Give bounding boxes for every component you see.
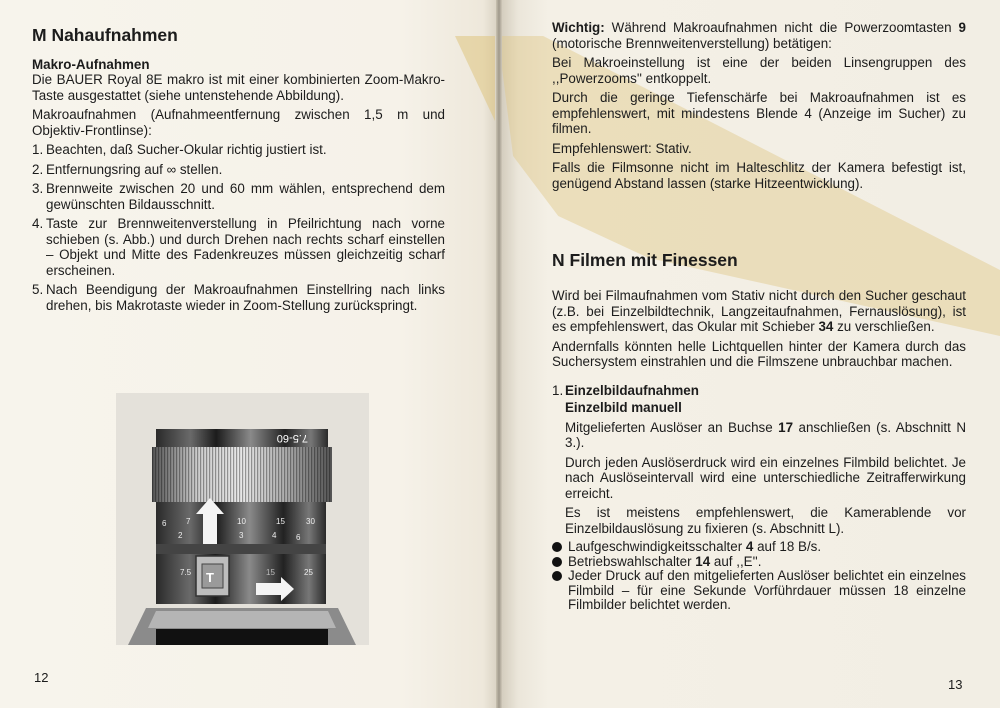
section-title-m: M Nahaufnahmen [32,25,178,45]
aperture-paragraph: Es ist meistens empfehlenswert, die Kamerablende vor Einzelbildauslösung zu fixieren (s. Abschnitt L). [565,505,966,536]
bullet-dot-icon [552,557,562,567]
tape-stain [455,36,495,121]
svg-text:2: 2 [178,531,183,540]
item-single-frame [552,382,966,613]
lens-group-paragraph: Bei Makroeinstellung ist eine der beiden Linsengruppen des ,,Powerzooms'' entkoppelt. [552,55,966,86]
svg-text:6: 6 [162,519,167,528]
step-item: 2. Entfernungsring auf ∞ stellen. [32,161,223,177]
macro-t-icon: T [206,570,214,585]
subsection-title: Makro-Aufnahmen [32,57,150,72]
item-heading: 1. Einzelbildaufnahmen [552,382,699,398]
svg-text:15: 15 [276,517,285,526]
step-item: 5. Nach Beendigung der Makroaufnahmen Einstellring nach links drehen, bis Makrotaste wieder in Zoom-Stellung zurückspringt. [32,282,445,313]
svg-text:15: 15 [266,568,275,577]
film-sun-paragraph: Falls die Filmsonne nicht im Halteschlitz der Kamera befestigt ist, genügend Abstand lassen (starke Hitzeentwicklung). [552,160,966,191]
item-subtitle: Einzelbild manuell [565,399,682,415]
bullet-dot-icon [552,542,562,552]
svg-text:30: 30 [306,517,315,526]
svg-text:25: 25 [304,568,313,577]
step-item: 3. Brennweite zwischen 20 und 60 mm wählen, entsprechend dem gewünschten Bildausschnitt. [32,181,445,212]
svg-text:3: 3 [239,531,244,540]
important-note: Wichtig: Während Makroaufnahmen nicht die Powerzoomtasten 9 (motorische Brennweitenverstellung) betätigen: [552,20,966,51]
page-number-left: 12 [34,670,49,685]
section-title-n: N Filmen mit Finessen [552,250,738,270]
bullet-dot-icon [552,571,562,581]
step-item: 1. Beachten, daß Sucher-Okular richtig justiert ist. [32,142,327,157]
connect-paragraph: Mitgelieferten Auslöser an Buchse 17 anschließen (s. Abschnitt N 3.). [565,419,966,450]
otherwise-paragraph: Andernfalls könnten helle Lichtquellen hinter der Kamera durch das Suchersystem einstrahlen und die Filmszene unbrauchbar machen. [552,338,966,369]
svg-text:6: 6 [296,533,301,542]
depth-of-field-paragraph: Durch die geringe Tiefenschärfe bei Makroaufnahmen ist es empfehlenswert, mit mindestens Blende 4 (Anzeige im Sucher) zu filmen. [552,90,966,136]
macro-range-paragraph: Makroaufnahmen (Aufnahmeentfernung zwischen 1,5 m und Objektiv-Frontlinse): [32,107,445,138]
tripod-paragraph: Wird bei Filmaufnahmen vom Stativ nicht durch den Sucher geschaut (z.B. bei Einzelbildtechnik, Langzeitaufnahmen, Fernauslösung), ist es empfehlenswert, das Okular mit Schieber 34 zu verschließen. [552,288,966,334]
settings-bullets [552,540,966,613]
each-press-paragraph: Durch jeden Auslöserdruck wird ein einzelnes Filmbild belichtet. Je nach Auslöseintervall wird eine unterschiedliche Zeitrafferwirkung erreicht. [565,454,966,501]
svg-text:4: 4 [272,531,277,540]
bullet-item: Jeder Druck auf den mitgelieferten Auslöser belichtet ein einzelnes Filmbild – für eine Sekunde Vorführdauer müssen 18 einzelne Filmbilder belichtet werden. [552,569,966,613]
bullet-item: Laufgeschwindigkeitsschalter 4 auf 18 B/s. [552,540,966,555]
lens-marking: 7.5-60 [276,432,308,444]
recommended-paragraph: Empfehlenswert: Stativ. [552,140,692,156]
svg-text:10: 10 [237,517,246,526]
page-left [0,0,498,708]
steps-list [32,142,445,313]
page-right [498,0,1000,708]
page-number-right: 13 [948,677,963,692]
right-page-content [552,20,966,613]
svg-text:7.5: 7.5 [180,568,192,577]
item-body [552,399,966,537]
left-page-content [32,24,445,317]
lens-photo [116,393,369,645]
intro-paragraph: Die BAUER Royal 8E makro ist mit einer kombinierten Zoom-Makro-Taste ausgestattet (siehe untenstehende Abbildung). [32,72,445,103]
page-gutter [496,0,502,708]
bullet-item: Betriebswahlschalter 14 auf ,,E''. [552,555,966,570]
svg-text:7: 7 [186,517,191,526]
step-item: 4. Taste zur Brennweitenverstellung in Pfeilrichtung nach vorne schieben (s. Abb.) und durch Drehen nach rechts scharf einstellen – Objekt und Mitte des Fadenkreuzes müssen gleichzeitig scharf erscheinen. [32,216,445,278]
